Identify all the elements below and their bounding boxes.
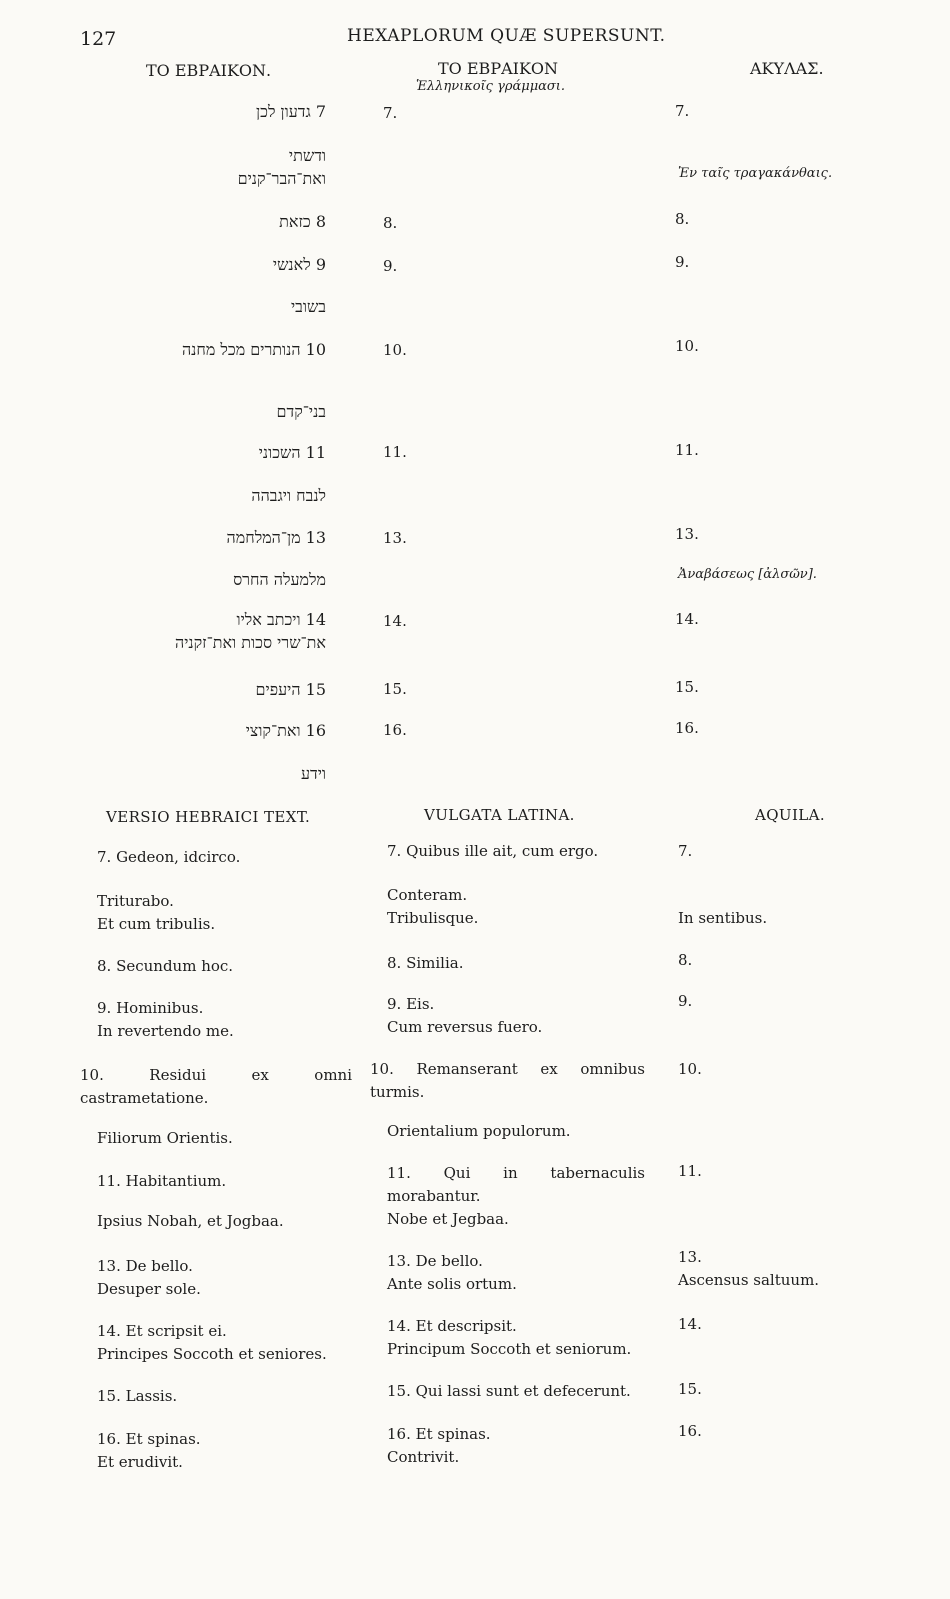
greek-header-col2-sub: Ἑλληνικοῖς γράμμασι. [416,79,566,94]
greek-header-col1: ΤΟ ΕΒΡΑΙΚΟΝ. [146,61,272,80]
aquila-latin-text: 9. [678,992,693,1010]
hebrew-line: 8 כזאת [279,212,326,231]
aquila-verse: 11. [675,441,699,459]
hebrew-version-text: 7. Gedeon, idcirco. [97,848,241,866]
hebrew-version-text: Triturabo. Et cum tribulis. [97,892,216,933]
hebrew-version-text: 13. De bello. Desuper sole. [97,1257,201,1298]
aquila-latin-text: 15. [678,1380,702,1398]
hebrew-line: בני־קדם [276,402,326,421]
hebrew-line: ודשתי ואת־הבר־קנים [237,146,326,189]
hebrew-line: לנבח ויגבהה [251,486,326,505]
vulgate-text: 11. Qui in tabernaculis morabantur. [387,1164,645,1205]
aquila-verse: 9. [675,253,690,271]
aquila-latin-text: 13. Ascensus saltuum. [678,1248,820,1289]
hebrew-line: בשובי [290,297,326,316]
hebrew-version-text: 14. Et scripsit ei. Principes Soccoth et seniores. [97,1322,327,1363]
aquila-verse: 14. [675,610,699,628]
transliteration-verse: 15. [383,680,407,698]
aquila-greek-text: Ἀναβάσεως [ἀλσῶν]. [678,567,817,582]
transliteration-verse: 13. [383,529,407,547]
aquila-latin-text: 10. [678,1060,702,1078]
aquila-verse: 16. [675,719,699,737]
hebrew-line: וידע [300,764,326,783]
page-number: 127 [80,28,117,50]
hebrew-line: 11 השכוני [258,443,326,462]
hebrew-version-text: Filiorum Orientis. [97,1129,233,1147]
transliteration-verse: 8. [383,214,398,232]
aquila-latin-text: 11. [678,1162,702,1180]
hebrew-line: 16 ואת־קוצי [245,721,326,740]
aquila-verse: 10. [675,337,699,355]
hebrew-line: 7 גדעון לכן [256,102,326,121]
latin-header-col2: VULGATA LATINA. [424,806,575,824]
transliteration-verse: 16. [383,721,407,739]
latin-header-col1: VERSIO HEBRAICI TEXT. [106,808,311,826]
vulgate-text: 10. Remanserant ex omnibus turmis. [370,1060,645,1101]
hebrew-version-text: Ipsius Nobah, et Jogbaa. [97,1212,284,1230]
transliteration-verse: 14. [383,612,407,630]
hebrew-line: מלמעלה החרס [233,570,326,589]
hebrew-line: 14 ויכתב אליו את־שרי סכות ואת־זקניה [174,610,326,653]
transliteration-verse: 7. [383,104,398,122]
vulgate-text: 9. Eis. Cum reversus fuero. [387,995,543,1036]
hebrew-line: 13 מן־המלחמה [226,528,326,547]
latin-header-col3: AQUILA. [755,806,826,824]
vulgate-text: 16. Et spinas. Contrivit. [387,1425,491,1466]
aquila-verse: 15. [675,678,699,696]
hebrew-version-text: 11. Habitantium. [97,1172,227,1190]
aquila-verse: 7. [675,102,690,120]
aquila-latin-text: 16. [678,1422,702,1440]
hebrew-version-text: 9. Hominibus. In revertendo me. [97,999,234,1040]
vulgate-text: 8. Similia. [387,954,464,972]
aquila-verse: 8. [675,210,690,228]
aquila-verse: 13. [675,525,699,543]
vulgate-text: Nobe et Jegbaa. [387,1210,509,1228]
transliteration-verse: 11. [383,443,407,461]
hebrew-version-text: 15. Lassis. [97,1387,178,1405]
hebrew-version-text: 8. Secundum hoc. [97,957,234,975]
hebrew-line: 9 לאנשי [272,255,326,274]
vulgate-text: Conteram. Tribulisque. [387,886,479,927]
aquila-latin-text: 14. [678,1315,702,1333]
running-title: HEXAPLORUM QUÆ SUPERSUNT. [347,26,666,46]
hebrew-version-text: 10. Residui ex omni castrametatione. [80,1066,352,1107]
vulgate-text: 13. De bello. Ante solis ortum. [387,1252,517,1293]
aquila-greek-text: Ἐν ταῖς τραγακάνθαις. [678,166,833,181]
aquila-latin-text: 7. [678,842,693,860]
greek-header-col2: ΤΟ ΕΒΡΑΙΚΟΝ [438,59,559,78]
hebrew-line: 15 היעפים [255,680,326,699]
transliteration-verse: 9. [383,257,398,275]
greek-header-col3: ΑΚΥΛΑΣ. [750,59,824,78]
hebrew-line: 10 הנותרים מכל מחנה [181,340,326,359]
hebrew-version-text: 16. Et spinas. Et erudivit. [97,1430,201,1471]
transliteration-verse: 10. [383,341,407,359]
vulgate-text: 15. Qui lassi sunt et defecerunt. [387,1382,631,1400]
vulgate-text: 7. Quibus ille ait, cum ergo. [387,842,599,860]
vulgate-text: Orientalium populorum. [387,1122,571,1140]
vulgate-text: 14. Et descripsit. Principum Soccoth et seniorum. [387,1317,632,1358]
aquila-latin-text: In sentibus. [678,908,768,927]
aquila-latin-text: 8. [678,951,693,969]
